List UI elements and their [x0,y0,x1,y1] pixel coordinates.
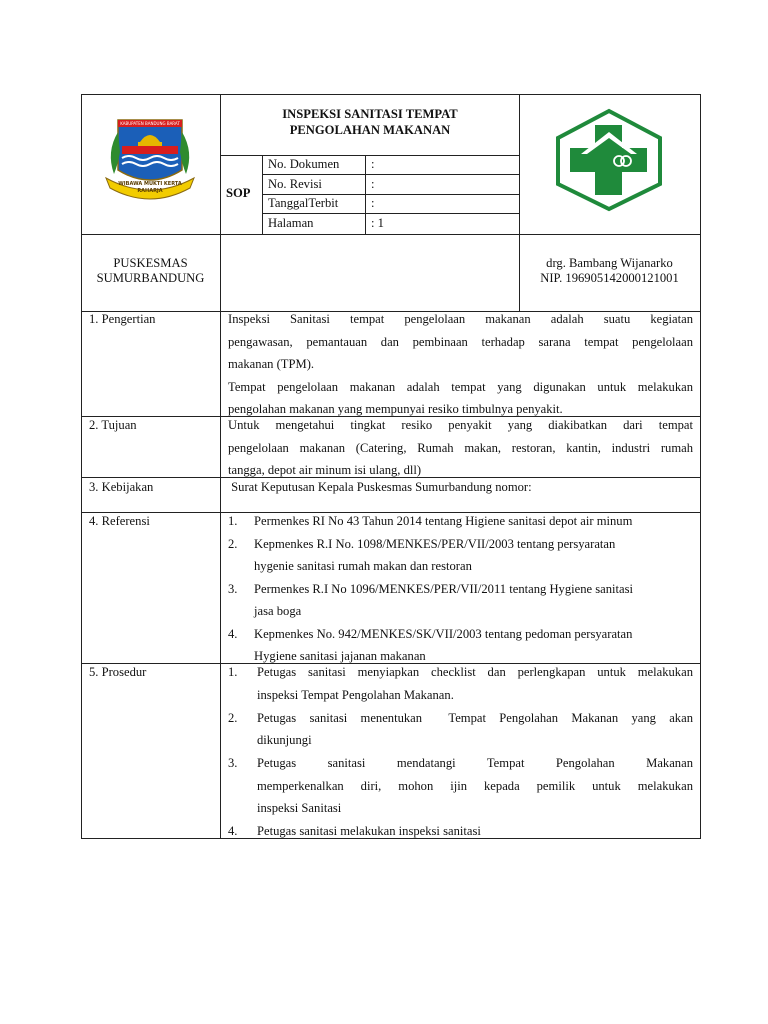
table-border-right [700,94,701,839]
org-name-line1: PUSKESMAS [113,256,188,270]
sop-label: SOP [226,186,251,200]
prosedur-item-line: Petugas sanitasi mendatangi Tempat Pengolahan Makanan [257,756,693,770]
pengertian-line: Tempat pengelolaan makanan adalah tempat yang digunakan untuk melakukan [228,380,693,394]
prosedur-item-line: inspeksi Sanitasi [257,801,342,815]
tujuan-line: tangga, depot air minum isi ulang, dll) [228,463,422,477]
referensi-item-number: 3. [228,582,238,596]
prosedur-item-line: Petugas sanitasi menentukan Tempat Pengolahan Makanan yang akan [257,711,693,725]
header-bottom-divider [81,234,701,235]
meta-label-tanggal-terbit: TanggalTerbit [268,196,339,210]
prosedur-item-line: inspeksi Tempat Pengolahan Makanan. [257,688,454,702]
puskesmas-logo [555,108,663,212]
meta-value-tanggal-terbit: : [371,196,375,210]
section-label-pengertian: 1. Pengertian [89,312,156,326]
meta-value-no-revisi: : [371,177,375,191]
table-col-divider [220,94,221,839]
kebijakan-text: Surat Keputusan Kepala Puskesmas Sumurbandung nomor: [228,480,532,494]
tujuan-line: Untuk mengetahui tingkat resiko penyakit yang diakibatkan dari tempat [228,418,693,432]
signer-name: drg. Bambang Wijanarko [546,256,673,270]
table-border-top [81,94,701,95]
referensi-item-line: Kepmenkes No. 942/MENKES/SK/VII/2003 tentang pedoman persyaratan [254,627,633,641]
meta-label-no-revisi: No. Revisi [268,177,322,191]
regency-crest-logo [100,112,200,202]
regency-crest-motto-text: WIBAWA MUKTI KERTA RAHARJA [118,181,182,194]
signer-nip: NIP. 196905142000121001 [540,271,679,285]
document-title-line2: PENGOLAHAN MAKANAN [289,123,451,137]
pengertian-line: pengolahan makanan yang mempunyai resiko timbulnya penyakit. [228,402,563,416]
meta-label-halaman: Halaman [268,216,314,230]
prosedur-item-number: 1. [228,665,238,679]
referensi-item-line: Hygiene sanitasi jajanan makanan [254,649,426,663]
tujuan-line: pengelolaan makanan (Catering, Rumah makan, restoran, kantin, industri rumah [228,441,693,455]
prosedur-item-number: 3. [228,756,238,770]
referensi-item-number: 1. [228,514,238,528]
section-label-referensi: 4. Referensi [89,514,150,528]
meta-label-no-dokumen: No. Dokumen [268,157,340,171]
title-row-divider [220,155,520,156]
referensi-item-line: Permenkes RI No 43 Tahun 2014 tentang Higiene sanitasi depot air minum [254,514,633,528]
section-label-tujuan: 2. Tujuan [89,418,137,432]
referensi-item-line: Kepmenkes R.I No. 1098/MENKES/PER/VII/2003 tentang persyaratan [254,537,616,551]
section-label-kebijakan: 3. Kebijakan [89,480,154,494]
regency-crest-top-text: KABUPATEN BANDUNG BARAT [120,121,180,126]
referensi-item-number: 2. [228,537,238,551]
prosedur-item-line: dikunjungi [257,733,312,747]
pengertian-line: makanan (TPM). [228,357,315,371]
section-label-prosedur: 5. Prosedur [89,665,147,679]
prosedur-item-line: memperkenalkan diri, mohon ijin kepada pemilik untuk melakukan [257,779,693,793]
meta-value-no-dokumen: : [371,157,375,171]
prosedur-item-number: 4. [228,824,238,838]
meta-value-halaman: : 1 [371,216,384,230]
pengertian-line: Inspeksi Sanitasi tempat pengelolaan makanan adalah suatu kegiatan [228,312,693,326]
referensi-item-line: Permenkes R.I No 1096/MENKES/PER/VII/2011 tentang Hygiene sanitasi [254,582,634,596]
prosedur-item-line: Petugas sanitasi melakukan inspeksi sanitasi [257,824,481,838]
prosedur-item-line: Petugas sanitasi menyiapkan checklist dan perlengkapan untuk melakukan [257,665,693,679]
table-border-left [81,94,82,839]
pengertian-line: pengawasan, pemantauan dan pembinaan terhadap sarana tempat pengelolaan [228,335,693,349]
referensi-item-line: jasa boga [254,604,302,618]
referensi-item-line: hygenie sanitasi rumah makan dan restoran [254,559,472,573]
document-title-line1: INSPEKSI SANITASI TEMPAT [282,107,458,121]
org-name-line2: SUMURBANDUNG [96,271,205,285]
prosedur-item-number: 2. [228,711,238,725]
referensi-item-number: 4. [228,627,238,641]
